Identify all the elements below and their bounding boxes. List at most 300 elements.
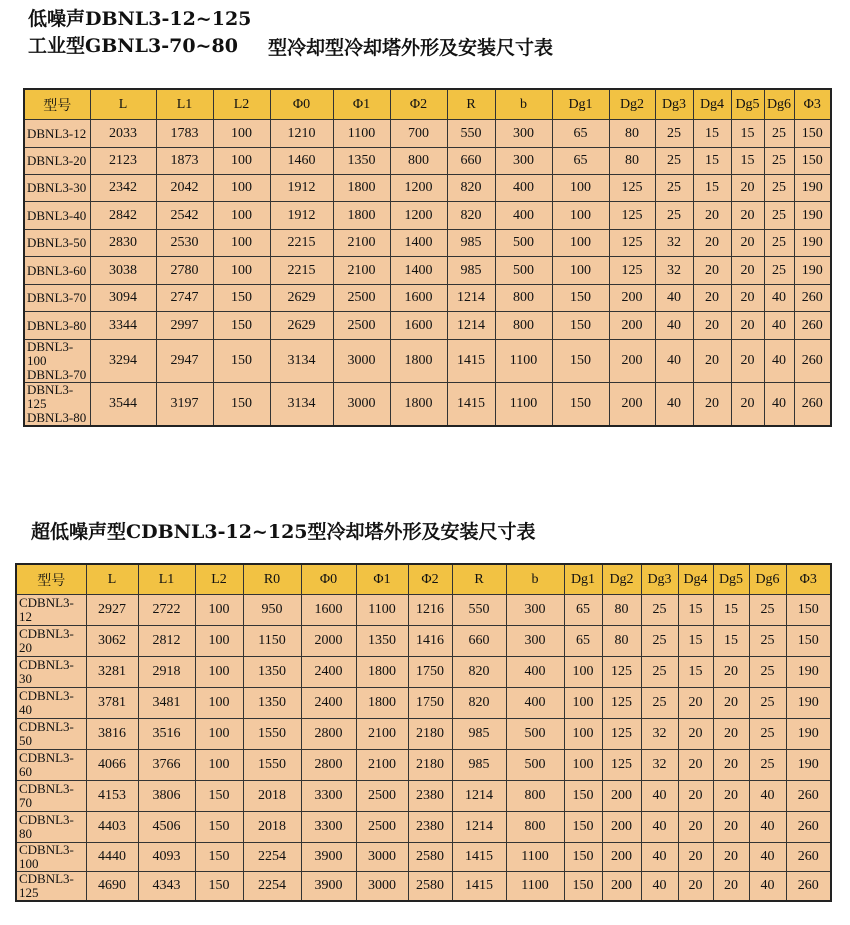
value-cell: 1350 bbox=[243, 657, 301, 688]
value-cell: 1150 bbox=[243, 626, 301, 657]
value-cell: 150 bbox=[213, 312, 270, 340]
value-cell: 100 bbox=[195, 626, 243, 657]
value-cell: 25 bbox=[764, 230, 794, 257]
table-row bbox=[16, 812, 831, 843]
value-cell: 20 bbox=[693, 383, 731, 427]
value-cell: 3344 bbox=[90, 312, 156, 340]
value-cell: 150 bbox=[195, 872, 243, 902]
value-cell: 20 bbox=[678, 872, 713, 902]
value-cell: 100 bbox=[213, 230, 270, 257]
value-cell: 40 bbox=[641, 843, 678, 872]
value-cell: 20 bbox=[713, 750, 749, 781]
value-cell: 2018 bbox=[243, 781, 301, 812]
value-cell: 985 bbox=[452, 719, 506, 750]
value-cell: 1416 bbox=[408, 626, 452, 657]
value-cell: 65 bbox=[552, 120, 609, 148]
table-row bbox=[24, 175, 831, 202]
table-row bbox=[24, 285, 831, 312]
value-cell: 15 bbox=[693, 120, 731, 148]
value-cell: 25 bbox=[764, 120, 794, 148]
model-cell: CDBNL3-70 bbox=[16, 781, 86, 812]
value-cell: 2830 bbox=[90, 230, 156, 257]
value-cell: 2033 bbox=[90, 120, 156, 148]
value-cell: 660 bbox=[447, 148, 495, 175]
value-cell: 800 bbox=[390, 148, 447, 175]
value-cell: 32 bbox=[641, 719, 678, 750]
value-cell: 80 bbox=[609, 120, 655, 148]
value-cell: 2100 bbox=[356, 719, 408, 750]
column-header: Dg6 bbox=[749, 564, 786, 595]
value-cell: 1415 bbox=[447, 340, 495, 383]
value-cell: 40 bbox=[655, 285, 693, 312]
value-cell: 2800 bbox=[301, 719, 356, 750]
value-cell: 2123 bbox=[90, 148, 156, 175]
value-cell: 20 bbox=[678, 843, 713, 872]
column-header: Dg3 bbox=[655, 89, 693, 120]
value-cell: 150 bbox=[213, 340, 270, 383]
model-cell: DBNL3-70 bbox=[24, 285, 90, 312]
value-cell: 3094 bbox=[90, 285, 156, 312]
value-cell: 3900 bbox=[301, 843, 356, 872]
value-cell: 950 bbox=[243, 595, 301, 626]
value-cell: 4403 bbox=[86, 812, 138, 843]
value-cell: 25 bbox=[749, 657, 786, 688]
value-cell: 150 bbox=[195, 781, 243, 812]
value-cell: 25 bbox=[764, 175, 794, 202]
value-cell: 1200 bbox=[390, 202, 447, 230]
value-cell: 820 bbox=[452, 688, 506, 719]
value-cell: 190 bbox=[794, 257, 831, 285]
value-cell: 2722 bbox=[138, 595, 195, 626]
value-cell: 2380 bbox=[408, 781, 452, 812]
value-cell: 25 bbox=[764, 202, 794, 230]
value-cell: 1100 bbox=[356, 595, 408, 626]
column-header: R bbox=[452, 564, 506, 595]
value-cell: 190 bbox=[786, 750, 831, 781]
value-cell: 20 bbox=[693, 285, 731, 312]
value-cell: 500 bbox=[495, 230, 552, 257]
value-cell: 150 bbox=[794, 148, 831, 175]
value-cell: 4506 bbox=[138, 812, 195, 843]
value-cell: 300 bbox=[506, 626, 564, 657]
value-cell: 1415 bbox=[452, 872, 506, 902]
value-cell: 3000 bbox=[356, 843, 408, 872]
value-cell: 2000 bbox=[301, 626, 356, 657]
value-cell: 15 bbox=[678, 595, 713, 626]
value-cell: 190 bbox=[786, 688, 831, 719]
value-cell: 985 bbox=[452, 750, 506, 781]
value-cell: 2500 bbox=[333, 312, 390, 340]
value-cell: 40 bbox=[764, 340, 794, 383]
value-cell: 20 bbox=[731, 257, 764, 285]
table-row bbox=[24, 148, 831, 175]
value-cell: 100 bbox=[195, 688, 243, 719]
value-cell: 200 bbox=[609, 340, 655, 383]
value-cell: 20 bbox=[713, 781, 749, 812]
table-row bbox=[16, 657, 831, 688]
value-cell: 100 bbox=[213, 120, 270, 148]
value-cell: 2500 bbox=[333, 285, 390, 312]
value-cell: 260 bbox=[794, 340, 831, 383]
value-cell: 125 bbox=[609, 202, 655, 230]
value-cell: 25 bbox=[749, 719, 786, 750]
value-cell: 800 bbox=[506, 781, 564, 812]
table-row bbox=[16, 688, 831, 719]
column-header: Φ1 bbox=[356, 564, 408, 595]
value-cell: 20 bbox=[731, 340, 764, 383]
value-cell: 400 bbox=[506, 688, 564, 719]
model-cell: CDBNL3-80 bbox=[16, 812, 86, 843]
value-cell: 80 bbox=[609, 148, 655, 175]
value-cell: 20 bbox=[731, 230, 764, 257]
value-cell: 2918 bbox=[138, 657, 195, 688]
value-cell: 985 bbox=[447, 230, 495, 257]
value-cell: 125 bbox=[609, 230, 655, 257]
value-cell: 1214 bbox=[447, 285, 495, 312]
value-cell: 25 bbox=[641, 688, 678, 719]
value-cell: 1214 bbox=[447, 312, 495, 340]
value-cell: 2100 bbox=[333, 257, 390, 285]
section1-title-line1: 低噪声DBNL3-12~125 bbox=[28, 8, 252, 30]
value-cell: 190 bbox=[794, 175, 831, 202]
value-cell: 100 bbox=[564, 719, 602, 750]
value-cell: 260 bbox=[786, 843, 831, 872]
value-cell: 1100 bbox=[495, 340, 552, 383]
value-cell: 65 bbox=[564, 626, 602, 657]
value-cell: 2747 bbox=[156, 285, 213, 312]
model-cell: DBNL3-125 DBNL3-80 bbox=[24, 383, 90, 427]
value-cell: 150 bbox=[794, 120, 831, 148]
column-header: b bbox=[495, 89, 552, 120]
value-cell: 660 bbox=[452, 626, 506, 657]
value-cell: 20 bbox=[693, 202, 731, 230]
value-cell: 200 bbox=[609, 285, 655, 312]
value-cell: 40 bbox=[655, 383, 693, 427]
value-cell: 125 bbox=[602, 657, 641, 688]
value-cell: 1100 bbox=[506, 872, 564, 902]
value-cell: 150 bbox=[213, 383, 270, 427]
value-cell: 25 bbox=[641, 657, 678, 688]
value-cell: 1783 bbox=[156, 120, 213, 148]
table1-header-row bbox=[24, 89, 831, 120]
value-cell: 20 bbox=[713, 688, 749, 719]
value-cell: 500 bbox=[495, 257, 552, 285]
dimension-table-1 bbox=[23, 88, 832, 427]
value-cell: 1550 bbox=[243, 750, 301, 781]
table-row bbox=[24, 257, 831, 285]
value-cell: 2927 bbox=[86, 595, 138, 626]
value-cell: 3516 bbox=[138, 719, 195, 750]
value-cell: 3816 bbox=[86, 719, 138, 750]
value-cell: 25 bbox=[655, 120, 693, 148]
value-cell: 40 bbox=[641, 812, 678, 843]
value-cell: 40 bbox=[655, 312, 693, 340]
value-cell: 25 bbox=[749, 688, 786, 719]
value-cell: 20 bbox=[693, 340, 731, 383]
value-cell: 100 bbox=[195, 595, 243, 626]
value-cell: 1800 bbox=[333, 202, 390, 230]
value-cell: 150 bbox=[786, 626, 831, 657]
value-cell: 1873 bbox=[156, 148, 213, 175]
value-cell: 300 bbox=[495, 120, 552, 148]
model-cell: CDBNL3-60 bbox=[16, 750, 86, 781]
value-cell: 100 bbox=[195, 719, 243, 750]
value-cell: 190 bbox=[794, 230, 831, 257]
value-cell: 25 bbox=[749, 750, 786, 781]
value-cell: 1800 bbox=[390, 340, 447, 383]
value-cell: 200 bbox=[602, 843, 641, 872]
value-cell: 1800 bbox=[333, 175, 390, 202]
value-cell: 200 bbox=[609, 312, 655, 340]
value-cell: 2580 bbox=[408, 872, 452, 902]
value-cell: 200 bbox=[602, 781, 641, 812]
value-cell: 40 bbox=[749, 812, 786, 843]
value-cell: 2997 bbox=[156, 312, 213, 340]
column-header: 型号 bbox=[16, 564, 86, 595]
value-cell: 15 bbox=[731, 120, 764, 148]
value-cell: 40 bbox=[655, 340, 693, 383]
value-cell: 500 bbox=[506, 719, 564, 750]
value-cell: 820 bbox=[452, 657, 506, 688]
value-cell: 3062 bbox=[86, 626, 138, 657]
model-cell: CDBNL3-20 bbox=[16, 626, 86, 657]
value-cell: 1750 bbox=[408, 688, 452, 719]
value-cell: 125 bbox=[609, 257, 655, 285]
value-cell: 1600 bbox=[390, 312, 447, 340]
value-cell: 3000 bbox=[333, 383, 390, 427]
value-cell: 2800 bbox=[301, 750, 356, 781]
model-cell: CDBNL3-30 bbox=[16, 657, 86, 688]
value-cell: 150 bbox=[195, 843, 243, 872]
column-header: Φ3 bbox=[786, 564, 831, 595]
value-cell: 20 bbox=[678, 781, 713, 812]
column-header: Φ0 bbox=[270, 89, 333, 120]
value-cell: 15 bbox=[731, 148, 764, 175]
value-cell: 1100 bbox=[495, 383, 552, 427]
value-cell: 3134 bbox=[270, 383, 333, 427]
value-cell: 25 bbox=[655, 148, 693, 175]
section1-title-right: 型冷却型冷却塔外形及安装尺寸表 bbox=[268, 37, 554, 59]
value-cell: 3481 bbox=[138, 688, 195, 719]
value-cell: 3300 bbox=[301, 812, 356, 843]
value-cell: 1100 bbox=[506, 843, 564, 872]
table-row bbox=[16, 872, 831, 902]
value-cell: 20 bbox=[731, 202, 764, 230]
value-cell: 15 bbox=[678, 657, 713, 688]
value-cell: 1350 bbox=[356, 626, 408, 657]
value-cell: 20 bbox=[693, 312, 731, 340]
value-cell: 100 bbox=[213, 148, 270, 175]
column-header: Dg2 bbox=[609, 89, 655, 120]
column-header: Φ2 bbox=[390, 89, 447, 120]
column-header: Dg4 bbox=[678, 564, 713, 595]
value-cell: 1415 bbox=[452, 843, 506, 872]
value-cell: 200 bbox=[602, 812, 641, 843]
value-cell: 1600 bbox=[301, 595, 356, 626]
value-cell: 15 bbox=[713, 595, 749, 626]
value-cell: 20 bbox=[713, 843, 749, 872]
value-cell: 3134 bbox=[270, 340, 333, 383]
value-cell: 150 bbox=[564, 843, 602, 872]
value-cell: 400 bbox=[506, 657, 564, 688]
model-cell: CDBNL3-100 bbox=[16, 843, 86, 872]
value-cell: 20 bbox=[693, 257, 731, 285]
model-cell: DBNL3-12 bbox=[24, 120, 90, 148]
column-header: Dg2 bbox=[602, 564, 641, 595]
value-cell: 1400 bbox=[390, 257, 447, 285]
column-header: Φ1 bbox=[333, 89, 390, 120]
column-header: L1 bbox=[156, 89, 213, 120]
value-cell: 150 bbox=[552, 340, 609, 383]
value-cell: 1200 bbox=[390, 175, 447, 202]
value-cell: 100 bbox=[213, 202, 270, 230]
value-cell: 700 bbox=[390, 120, 447, 148]
value-cell: 190 bbox=[786, 657, 831, 688]
value-cell: 2042 bbox=[156, 175, 213, 202]
column-header: Φ3 bbox=[794, 89, 831, 120]
value-cell: 3000 bbox=[333, 340, 390, 383]
value-cell: 20 bbox=[731, 383, 764, 427]
value-cell: 100 bbox=[552, 202, 609, 230]
value-cell: 2530 bbox=[156, 230, 213, 257]
value-cell: 32 bbox=[655, 257, 693, 285]
value-cell: 3000 bbox=[356, 872, 408, 902]
value-cell: 260 bbox=[786, 872, 831, 902]
value-cell: 2400 bbox=[301, 657, 356, 688]
column-header: Dg1 bbox=[564, 564, 602, 595]
value-cell: 3806 bbox=[138, 781, 195, 812]
value-cell: 32 bbox=[655, 230, 693, 257]
model-cell: DBNL3-60 bbox=[24, 257, 90, 285]
value-cell: 2215 bbox=[270, 257, 333, 285]
value-cell: 2780 bbox=[156, 257, 213, 285]
value-cell: 3294 bbox=[90, 340, 156, 383]
model-cell: DBNL3-100 DBNL3-70 bbox=[24, 340, 90, 383]
section1-title-line2: 工业型GBNL3-70~80 bbox=[28, 35, 238, 57]
section2-title: 超低噪声型CDBNL3-12~125型冷却塔外形及安装尺寸表 bbox=[31, 521, 536, 543]
value-cell: 3766 bbox=[138, 750, 195, 781]
model-cell: CDBNL3-50 bbox=[16, 719, 86, 750]
value-cell: 2842 bbox=[90, 202, 156, 230]
value-cell: 200 bbox=[602, 872, 641, 902]
value-cell: 15 bbox=[693, 175, 731, 202]
table-row bbox=[16, 595, 831, 626]
value-cell: 40 bbox=[764, 285, 794, 312]
value-cell: 800 bbox=[495, 312, 552, 340]
value-cell: 2100 bbox=[333, 230, 390, 257]
value-cell: 4343 bbox=[138, 872, 195, 902]
column-header: Φ2 bbox=[408, 564, 452, 595]
value-cell: 800 bbox=[495, 285, 552, 312]
value-cell: 65 bbox=[552, 148, 609, 175]
table-row bbox=[24, 383, 831, 427]
value-cell: 1100 bbox=[333, 120, 390, 148]
value-cell: 2629 bbox=[270, 312, 333, 340]
value-cell: 985 bbox=[447, 257, 495, 285]
value-cell: 15 bbox=[693, 148, 731, 175]
value-cell: 100 bbox=[564, 750, 602, 781]
value-cell: 1800 bbox=[390, 383, 447, 427]
value-cell: 2215 bbox=[270, 230, 333, 257]
value-cell: 800 bbox=[506, 812, 564, 843]
value-cell: 20 bbox=[678, 812, 713, 843]
value-cell: 25 bbox=[749, 595, 786, 626]
value-cell: 300 bbox=[506, 595, 564, 626]
column-header: L1 bbox=[138, 564, 195, 595]
column-header: L bbox=[90, 89, 156, 120]
value-cell: 80 bbox=[602, 595, 641, 626]
value-cell: 20 bbox=[678, 750, 713, 781]
value-cell: 150 bbox=[195, 812, 243, 843]
value-cell: 125 bbox=[602, 688, 641, 719]
value-cell: 20 bbox=[713, 719, 749, 750]
table-row bbox=[24, 312, 831, 340]
value-cell: 400 bbox=[495, 202, 552, 230]
column-header: Dg5 bbox=[731, 89, 764, 120]
value-cell: 300 bbox=[495, 148, 552, 175]
value-cell: 40 bbox=[764, 312, 794, 340]
column-header: Dg4 bbox=[693, 89, 731, 120]
value-cell: 260 bbox=[786, 781, 831, 812]
model-cell: CDBNL3-125 bbox=[16, 872, 86, 902]
value-cell: 25 bbox=[641, 626, 678, 657]
value-cell: 4066 bbox=[86, 750, 138, 781]
value-cell: 100 bbox=[552, 175, 609, 202]
value-cell: 20 bbox=[678, 719, 713, 750]
table-row bbox=[16, 719, 831, 750]
value-cell: 15 bbox=[713, 626, 749, 657]
value-cell: 25 bbox=[764, 257, 794, 285]
value-cell: 1214 bbox=[452, 781, 506, 812]
value-cell: 400 bbox=[495, 175, 552, 202]
table2-header-row bbox=[16, 564, 831, 595]
column-header: Dg1 bbox=[552, 89, 609, 120]
column-header: b bbox=[506, 564, 564, 595]
table-row bbox=[16, 781, 831, 812]
section1-title-block bbox=[28, 6, 251, 60]
column-header: L2 bbox=[213, 89, 270, 120]
value-cell: 4690 bbox=[86, 872, 138, 902]
table-row bbox=[16, 750, 831, 781]
dimension-table-2 bbox=[15, 563, 832, 902]
value-cell: 20 bbox=[713, 812, 749, 843]
value-cell: 190 bbox=[794, 202, 831, 230]
table-row bbox=[16, 626, 831, 657]
value-cell: 40 bbox=[764, 383, 794, 427]
value-cell: 4440 bbox=[86, 843, 138, 872]
column-header: Dg3 bbox=[641, 564, 678, 595]
value-cell: 2400 bbox=[301, 688, 356, 719]
value-cell: 100 bbox=[552, 257, 609, 285]
value-cell: 820 bbox=[447, 175, 495, 202]
value-cell: 25 bbox=[764, 148, 794, 175]
value-cell: 125 bbox=[602, 750, 641, 781]
model-cell: CDBNL3-40 bbox=[16, 688, 86, 719]
value-cell: 2500 bbox=[356, 781, 408, 812]
value-cell: 3197 bbox=[156, 383, 213, 427]
table1-body bbox=[24, 120, 831, 427]
value-cell: 820 bbox=[447, 202, 495, 230]
value-cell: 150 bbox=[213, 285, 270, 312]
value-cell: 550 bbox=[452, 595, 506, 626]
table-row bbox=[24, 202, 831, 230]
value-cell: 15 bbox=[678, 626, 713, 657]
column-header: Dg6 bbox=[764, 89, 794, 120]
value-cell: 260 bbox=[794, 383, 831, 427]
value-cell: 1350 bbox=[333, 148, 390, 175]
value-cell: 200 bbox=[609, 383, 655, 427]
value-cell: 125 bbox=[602, 719, 641, 750]
